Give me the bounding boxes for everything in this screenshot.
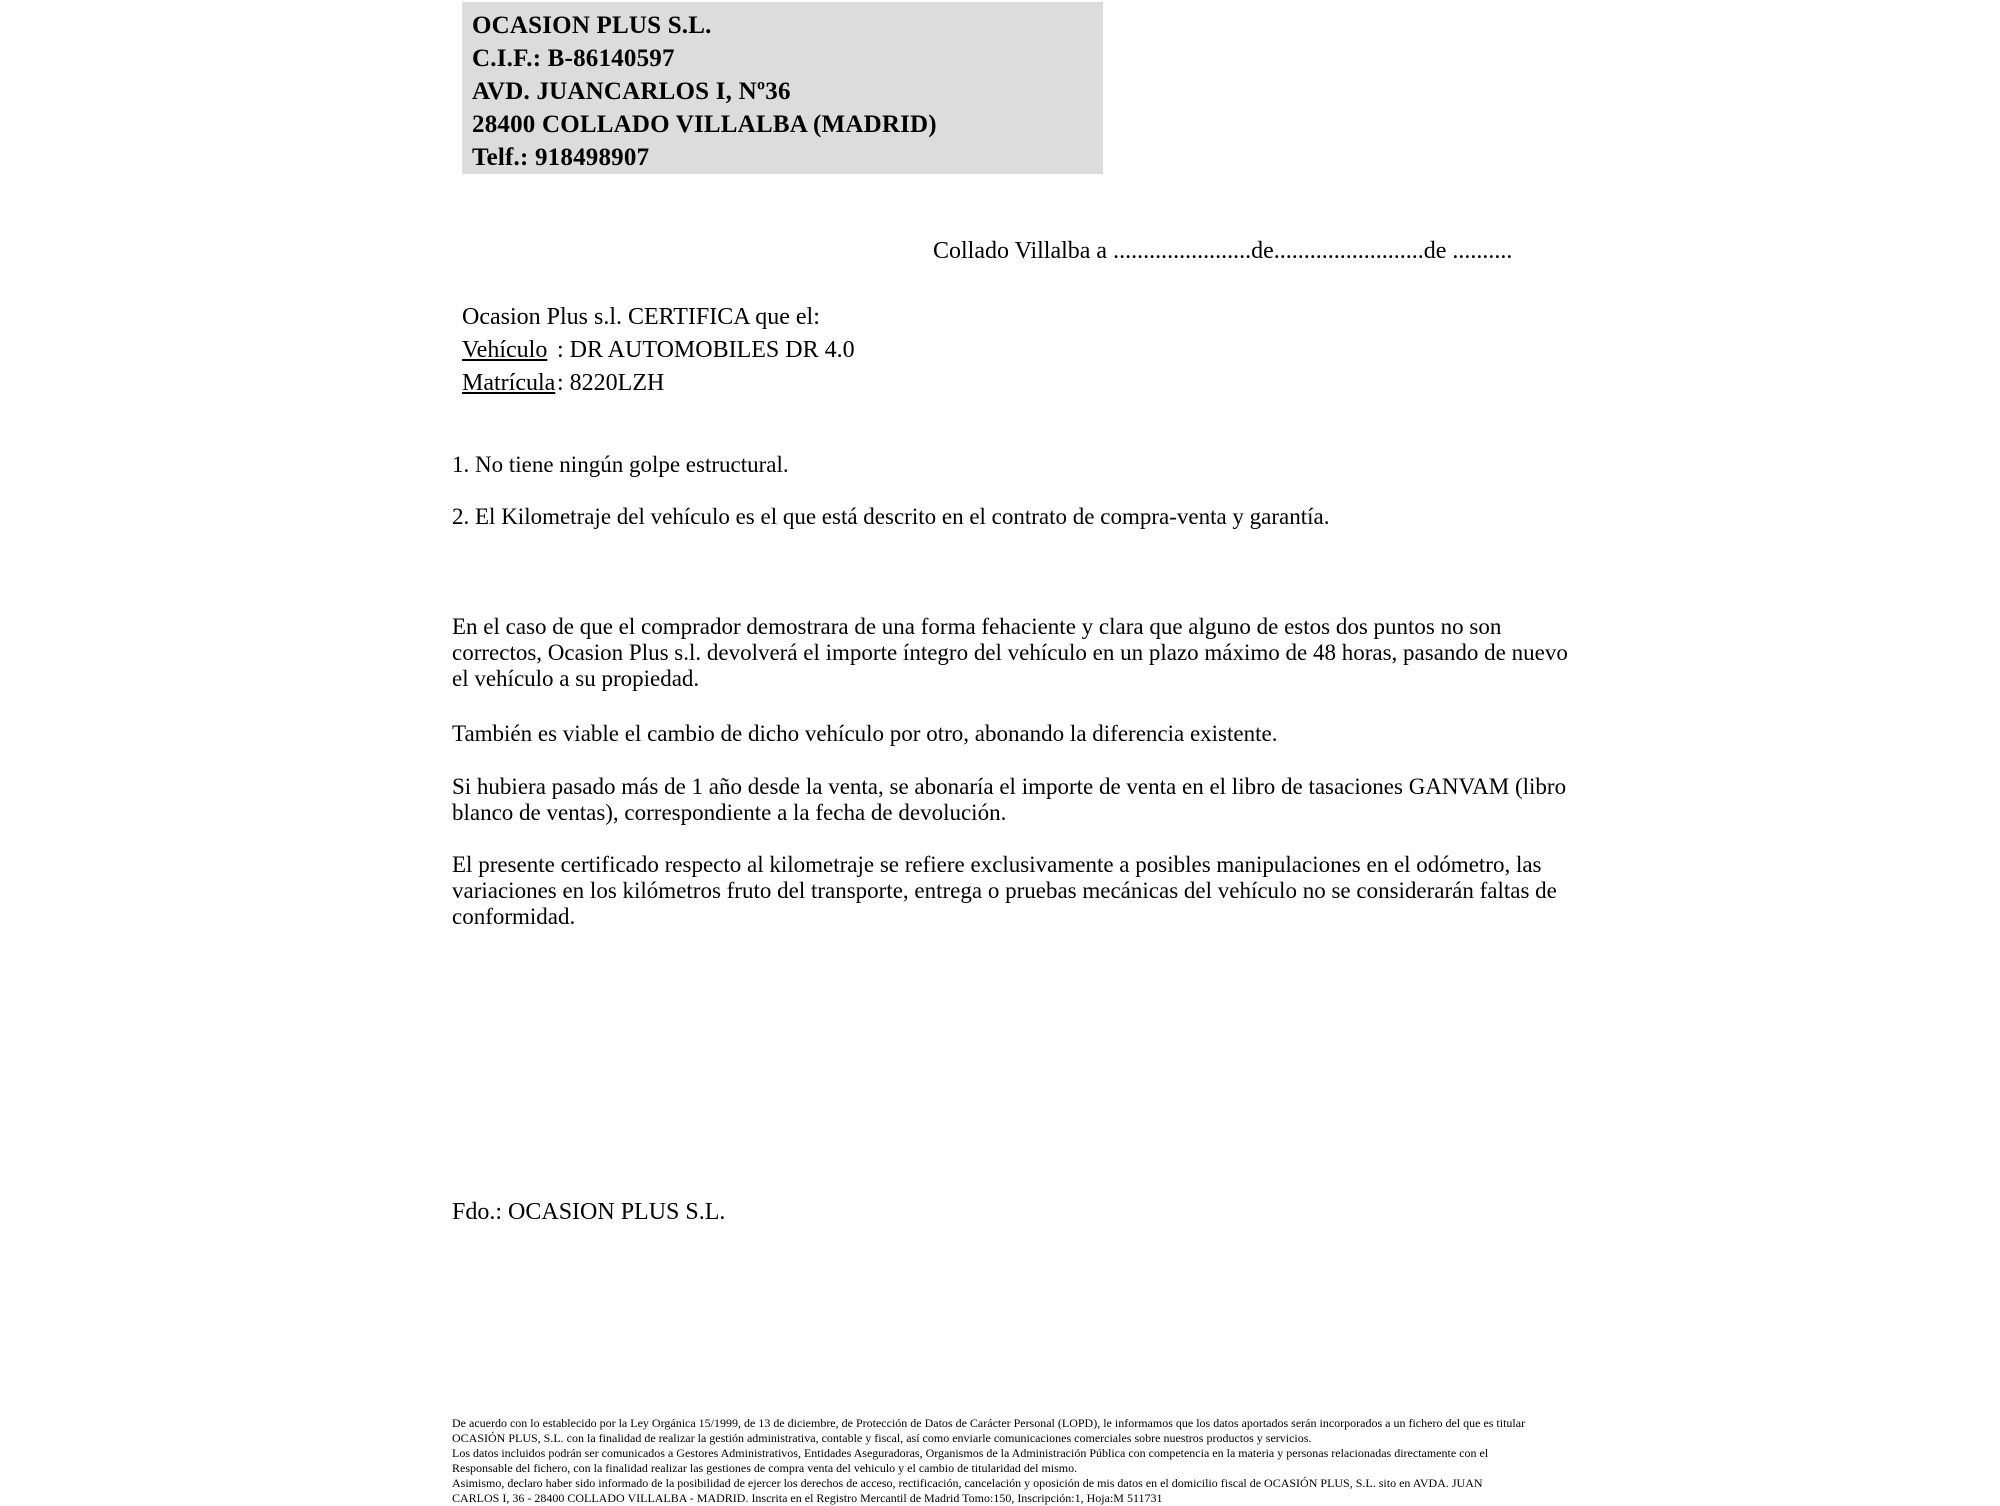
footer-line: Asimismo, declaro haber sido informado de la posibilidad de ejercer los derechos de acceso, rectificación, cancelación y oposición de mis datos en el domicilio fiscal de OCASIÓN PLUS, S.L. sito en AVDA. JUAN bbox=[452, 1476, 1483, 1490]
footer-line: Responsable del fichero, con la finalidad realizar las gestiones de compra venta del vehiculo y el cambio de titularidad del mismo. bbox=[452, 1461, 1078, 1475]
company-phone: Telf.: 918498907 bbox=[472, 144, 650, 171]
vehicle-row bbox=[462, 334, 855, 367]
footer-line: CARLOS I, 36 - 28400 COLLADO VILLALBA - MADRID. Inscrita en el Registro Mercantil de Madrid Tomo:150, Inscripción:1, Hoja:M 511731 bbox=[452, 1491, 1163, 1505]
certified-point-1: 1. No tiene ningún golpe estructural. bbox=[452, 452, 789, 477]
company-name: OCASION PLUS S.L. bbox=[472, 12, 712, 39]
company-postal-city: 28400 COLLADO VILLALBA (MADRID) bbox=[472, 111, 937, 138]
footer-line: De acuerdo con lo establecido por la Ley Orgánica 15/1999, de 13 de diciembre, de Protección de Datos de Carácter Personal (LOPD), le informamos que los datos aportados serán incorporados a un fichero del que es titular bbox=[452, 1416, 1526, 1430]
paragraph-refund-policy: En el caso de que el comprador demostrara de una forma fehaciente y clara que alguno de estos dos puntos no son correctos, Ocasion Plus s.l. devolverá el importe íntegro del vehículo en un plazo máximo de 48 horas, pasando de nuevo el vehículo a su propiedad. bbox=[452, 614, 1568, 691]
footer-line: Los datos incluidos podrán ser comunicados a Gestores Administrativos, Entidades Aseguradoras, Organismos de la Administración Pública con competencia en la materia y personas relacionadas directamente con el bbox=[452, 1446, 1489, 1460]
vehicle-value: : DR AUTOMOBILES DR 4.0 bbox=[557, 337, 855, 363]
plate-value: : 8220LZH bbox=[557, 370, 665, 396]
company-letterhead-box bbox=[462, 2, 1103, 174]
legal-footer bbox=[452, 1416, 1525, 1506]
paragraph-ganvam-valuation: Si hubiera pasado más de 1 año desde la venta, se abonaría el importe de venta en el libro de tasaciones GANVAM (libro blanco de ventas), correspondiente a la fecha de devolución. bbox=[452, 774, 1567, 825]
company-cif: C.I.F.: B-86140597 bbox=[472, 45, 675, 72]
vehicle-label: Vehículo bbox=[462, 337, 548, 363]
certification-block bbox=[462, 301, 855, 400]
paragraph-odometer-disclaimer: El presente certificado respecto al kilometraje se refiere exclusivamente a posibles manipulaciones en el odómetro, las variaciones en los kilómetros fruto del transporte, entrega o pruebas mecánicas del vehículo no se considerarán faltas de conformidad. bbox=[452, 852, 1557, 929]
date-blank-line: Collado Villalba a .......................de.........................de .......... bbox=[933, 238, 1513, 264]
plate-row bbox=[462, 367, 855, 400]
footer-line: OCASIÓN PLUS, S.L. con la finalidad de realizar la gestión administrativa, contable y fiscal, así como enviarle comunicaciones comerciales sobre nuestros productos y servicios. bbox=[452, 1431, 1312, 1445]
plate-label: Matrícula bbox=[462, 370, 556, 396]
certifica-heading: Ocasion Plus s.l. CERTIFICA que el: bbox=[462, 304, 820, 330]
certified-point-2: 2. El Kilometraje del vehículo es el que está descrito en el contrato de compra-venta y garantía. bbox=[452, 504, 1330, 529]
company-address: AVD. JUANCARLOS I, Nº36 bbox=[472, 78, 791, 105]
paragraph-exchange-option: También es viable el cambio de dicho vehículo por otro, abonando la diferencia existente. bbox=[452, 721, 1278, 746]
signature-line: Fdo.: OCASION PLUS S.L. bbox=[452, 1199, 726, 1225]
